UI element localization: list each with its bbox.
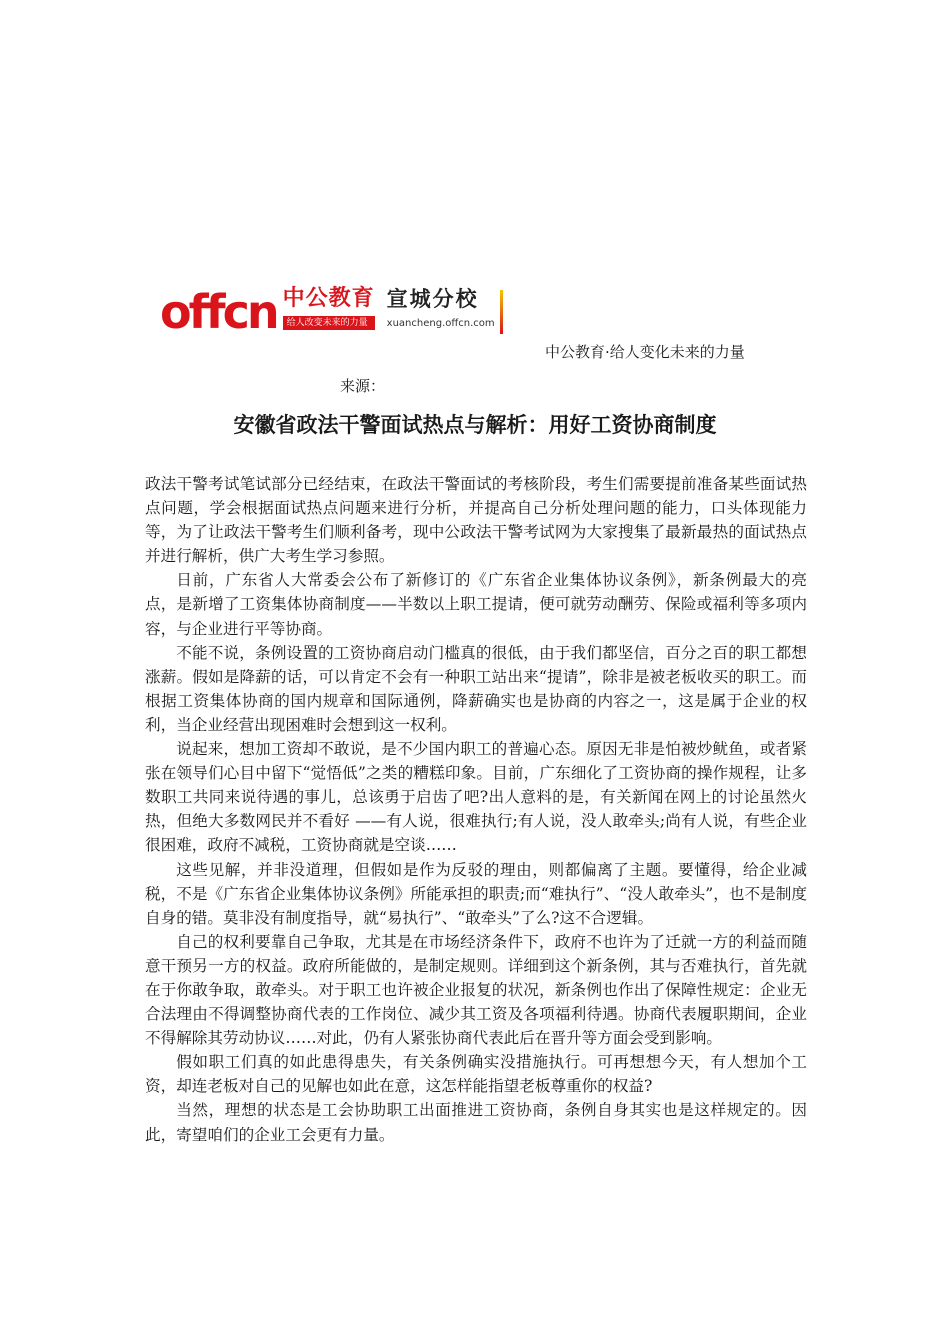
zhonggong-name: 中公教育 — [282, 286, 375, 311]
paragraph-intro: 政法干警考试笔试部分已经结束，在政法干警面试的考核阶段，考生们需要提前准备某些面试热点问题，学会根据面试热点问题来进行分析，并提高自己分析处理问题的能力，口头体现能力等，为了让政法干警考生们顺利备考，现中公政法干警考试网为大家搜集了最新最热的面试热点并进行解析，供广大考生学习参照。 — [145, 475, 807, 566]
paragraph: 自己的权利要靠自己争取，尤其是在市场经济条件下，政府不也许为了迁就一方的利益而随意干预另一方的权益。政府所能做的，是制定规则。详细到这个新条例，其与否难执行，首先就在于你敢争取，敢牵头。对于职工也许被企业报复的状况，新条例也作出了保障性规定：企业无合法理由不得调整协商代表的工作岗位、减少其工资及各项福利待遇。协商代表履职期间，企业不得解除其劳动协议……对此，仍有人紧张协商代表此后在晋升等方面会受到影响。 — [145, 932, 807, 1048]
branch-name: 宣城分校 — [386, 287, 479, 311]
source-label: 来源： — [340, 377, 386, 395]
zhonggong-brand — [283, 285, 375, 330]
logo-accent-bar — [500, 290, 503, 334]
header-tagline: 中公教育·给人变化未来的力量 — [545, 343, 745, 361]
paragraph: 不能不说，条例设置的工资协商启动门槛真的很低，由于我们都坚信，百分之百的职工都想涨薪。假如是降薪的话，可以肯定不会有一种职工站出来“提请”，除非是被老板收买的职工。而根据工资集体协商的国内规章和国际通例，降薪确实也是协商的内容之一，这是属于企业的权利，当企业经营出现困难时会想到这一权利。 — [145, 643, 807, 734]
brand-logo — [160, 285, 495, 339]
paragraph: 这些见解，并非没道理，但假如是作为反驳的理由，则都偏离了主题。要懂得，给企业减税，不是《广东省企业集体协议条例》所能承担的职责;而“难执行”、“没人敢牵头”，也不是制度自身的错。莫非没有制度指导，就“易执行”、“敢牵头”了么?这不合逻辑。 — [145, 860, 807, 927]
article-title: 安徽省政法干警面试热点与解析：用好工资协商制度 — [233, 413, 717, 437]
offcn-logo-text: offcn — [160, 285, 277, 339]
zhonggong-slogan: 给人改变未来的力量 — [283, 316, 375, 330]
paragraph: 当然，理想的状态是工会协助职工出面推进工资协商，条例自身其实也是这样规定的。因此，寄望咱们的企业工会更有力量。 — [145, 1101, 807, 1144]
paragraph: 日前，广东省人大常委会公布了新修订的《广东省企业集体协议条例》，新条例最大的亮点，是新增了工资集体协商制度——半数以上职工提请，便可就劳动酬劳、保险或福利等多项内容，与企业进行平等协商。 — [145, 571, 807, 638]
branch-brand — [387, 285, 495, 331]
paragraph: 说起来，想加工资却不敢说，是不少国内职工的普遍心态。原因无非是怕被炒鱿鱼，或者紧张在领导们心目中留下“觉悟低”之类的糟糕印象。目前，广东细化了工资协商的操作规程，让多数职工共同来说待遇的事儿，总该勇于启齿了吧?出人意料的是，有关新闻在网上的讨论虽然火热，但绝大多数网民并不看好 ——有人说，很难执行;有人说，没人敢牵头;尚有人说，有些企业很困难，政府不减税，工资协商就是空谈…… — [145, 740, 807, 855]
paragraph: 假如职工们真的如此患得患失，有关条例确实没措施执行。可再想想今天，有人想加个工资，却连老板对自己的见解也如此在意，这怎样能指望老板尊重你的权益? — [145, 1053, 807, 1096]
article-body — [145, 472, 807, 1147]
branch-url: xuancheng.offcn.com — [386, 318, 495, 329]
